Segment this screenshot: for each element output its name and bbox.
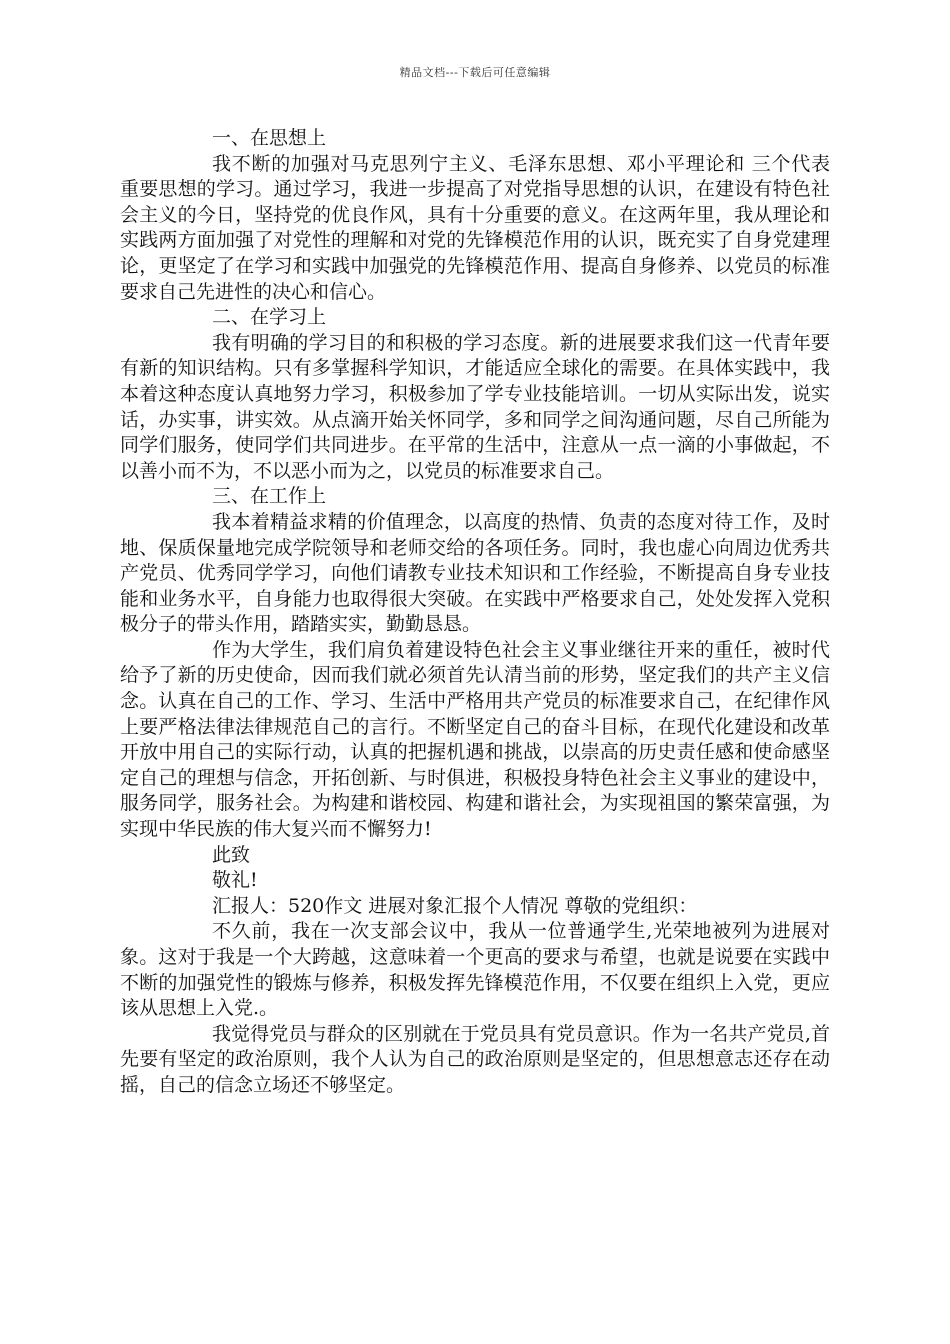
- closing-jingli: 敬礼!: [212, 869, 258, 892]
- paragraph-study: 我有明确的学习目的和积极的学习态度。新的进展要求我们这一代青年要有新的知识结构。只有多掌握科学知识，才能适应全球化的需要。在具体实践中，我本着这种态度认真地努力学习，积极参加了学专业技能培训。一切从实际出发，说实话，办实事，讲实效。从点滴开始关怀同学，多和同学之间沟通问题，尽自己所能为同学们服务，使同学们共同进步。在平常的生活中，注意从一点一滴的小事做起，不以善小而不为，不以恶小而为之，以党员的标准要求自己。: [120, 331, 830, 482]
- paragraph-thought: 我不断的加强对马克思列宁主义、毛泽东思想、邓小平理论和 三个代表 重要思想的学习。通过学习，我进一步提高了对党指导思想的认识，在建设有特色社会主义的今日，坚持党的优良作风，具有十分重要的意义。在这两年里，我从理论和实践两方面加强了对党性的理解和对党的先锋模范作用的认识，既充实了自身党建理论，更坚定了在学习和实践中加强党的先锋模范作用、提高自身修养、以党员的标准要求自己先进性的决心和信心。: [120, 152, 830, 303]
- paragraph-party-awareness: 我觉得党员与群众的区别就在于党员具有党员意识。作为一名共产党员,首先要有坚定的政治原则，我个人认为自己的政治原则是坚定的，但思想意志还存在动摇，自己的信念立场还不够坚定。: [120, 1022, 830, 1096]
- document-body: [120, 126, 830, 1099]
- section-heading-thought: 一、在思想上: [212, 127, 327, 149]
- page-header: 精品文档---下载后可任意编辑: [399, 66, 551, 79]
- section-heading-study: 二、在学习上: [212, 306, 327, 329]
- paragraph-student-mission: 作为大学生，我们肩负着建设特色社会主义事业继往开来的重任，被时代给予了新的历史使命，因而我们就必须首先认清当前的形势，坚定我们的共产主义信念。认真在自己的工作、学习、生活中严格用共产党员的标准要求自己，在纪律作风上要严格法律法律规范自己的言行。不断坚定自己的奋斗目标，在现代化建设和改革开放中用自己的实际行动，认真的把握机遇和挑战，以崇高的历史责任感和使命感坚定自己的理想与信念，开拓创新、与时俱进，积极投身特色社会主义事业的建设中，服务同学，服务社会。为构建和谐校园、构建和谐社会，为实现祖国的繁荣富强，为实现中华民族的伟大复兴而不懈努力!: [120, 638, 830, 841]
- paragraph-development-target: 不久前，我在一次支部会议中，我从一位普通学生,光荣地被列为进展对象。这对于我是一个大跨越，这意味着一个更高的要求与希望，也就是说要在实践中不断的加强党性的锻炼与修养，积极发挥先锋模范作用，不仅要在组织上入党，更应该从思想上入党.。: [120, 920, 830, 1020]
- closing-cizhi: 此致: [212, 843, 251, 866]
- reporter-line: 汇报人：520作文 进展对象汇报个人情况 尊敬的党组织：: [212, 894, 698, 917]
- section-heading-work: 三、在工作上: [212, 485, 327, 508]
- paragraph-work: 我本着精益求精的价值理念，以高度的热情、负责的态度对待工作，及时地、保质保量地完成学院领导和老师交给的各项任务。同时，我也虚心向周边优秀共产党员、优秀同学学习，向他们请教专业技术知识和工作经验，不断提高自身专业技能和业务水平，自身能力也取得很大突破。在实践中严格要求自己，处处发挥入党积极分子的带头作用，踏踏实实，勤勤恳恳。: [120, 510, 830, 636]
